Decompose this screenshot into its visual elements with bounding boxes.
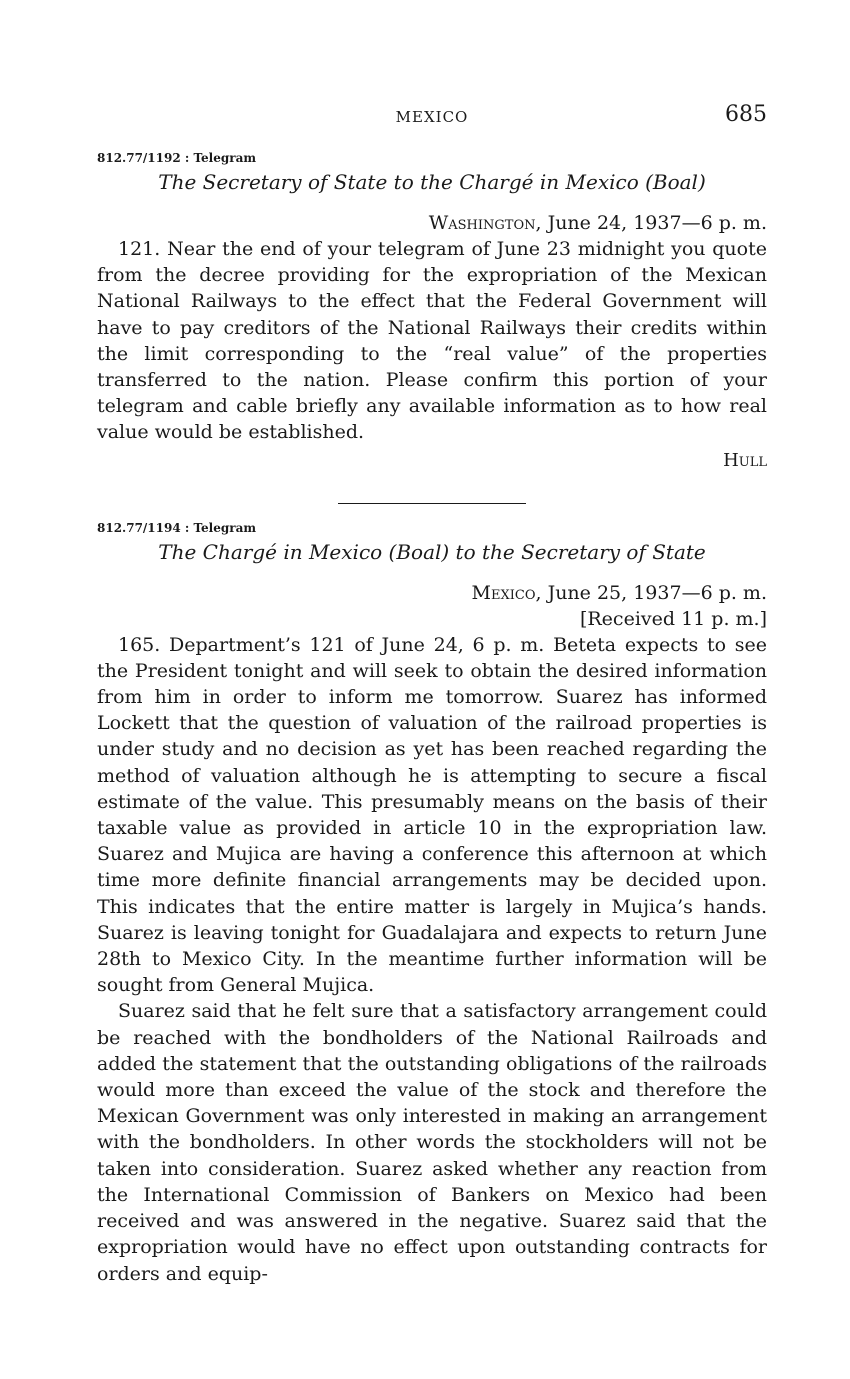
- document-title: The Secretary of State to the Chargé in Mexico (Boal): [158, 170, 706, 194]
- dateline-date: , June 24, 1937—6 p. m.: [535, 212, 767, 234]
- file-reference: 812.77/1192 : Telegram: [97, 151, 257, 165]
- telegram-paragraph: Suarez said that he felt sure that a satisfactory arrangement could be reached with the bondholders of the National Railroads and added the statement that the outstanding obligations of the railroads would more than exceed the value of the stock and therefore the Mexican Government was only interested in making an arrangement with the bondholders. In other words the stockholders will not be taken into consideration. Suarez asked whether any reaction from the International Commission of Bankers on Mexico had been received and was answered in the negative. Suarez said that the expropriation would have no effect upon outstanding contracts for orders and equip-: [97, 1000, 767, 1285]
- telegram-body: 121. Near the end of your telegram of June 23 midnight you quote from the decree providing for the expropriation of the Mexican National Railways to the effect that the Federal Government will have to pay creditors of the National Railways their credits within the limit corresponding to the “real value” of the properties transferred to the nation. Please confirm this portion of your telegram and cable briefly any available information as to how real value would be established.: [97, 238, 767, 444]
- received-note: [Received 11 p. m.]: [579, 607, 767, 630]
- dateline-place: Washington: [428, 212, 536, 234]
- running-title: MEXICO: [395, 108, 469, 126]
- document-title: The Chargé in Mexico (Boal) to the Secretary of State: [158, 539, 706, 564]
- dateline: [97, 580, 767, 606]
- telegram-1: [97, 150, 767, 474]
- dateline: [97, 210, 767, 236]
- document-page: [97, 100, 767, 1287]
- signature: Hull: [723, 449, 767, 471]
- page-number: 685: [725, 102, 767, 127]
- dateline-place: Mexico: [471, 581, 536, 604]
- telegram-2: [97, 520, 767, 1287]
- telegram-paragraph: 165. Department’s 121 of June 24, 6 p. m. Beteta expects to see the President tonight and will seek to obtain the desired information from him in order to inform me tomorrow. Suarez has informed Lockett that the question of valuation of the railroad properties is under study and no decision as yet has been reached regarding the method of valuation although he is attempting to secure a fiscal estimate of the value. This presumably means on the basis of their taxable value as provided in article 10 in the expropriation law. Suarez and Mujica are having a conference this afternoon at which time more definite financial arrangements may be decided upon. This indicates that the entire matter is largely in Mujica’s hands. Suarez is leaving tonight for Guadalajara and expects to return June 28th to Mexico City. In the meantime further information will be sought from General Mujica.: [97, 633, 767, 997]
- running-header: [97, 100, 767, 134]
- file-reference: 812.77/1194 : Telegram: [97, 520, 257, 535]
- section-divider: [338, 503, 526, 504]
- dateline-date: , June 25, 1937—6 p. m.: [535, 581, 767, 604]
